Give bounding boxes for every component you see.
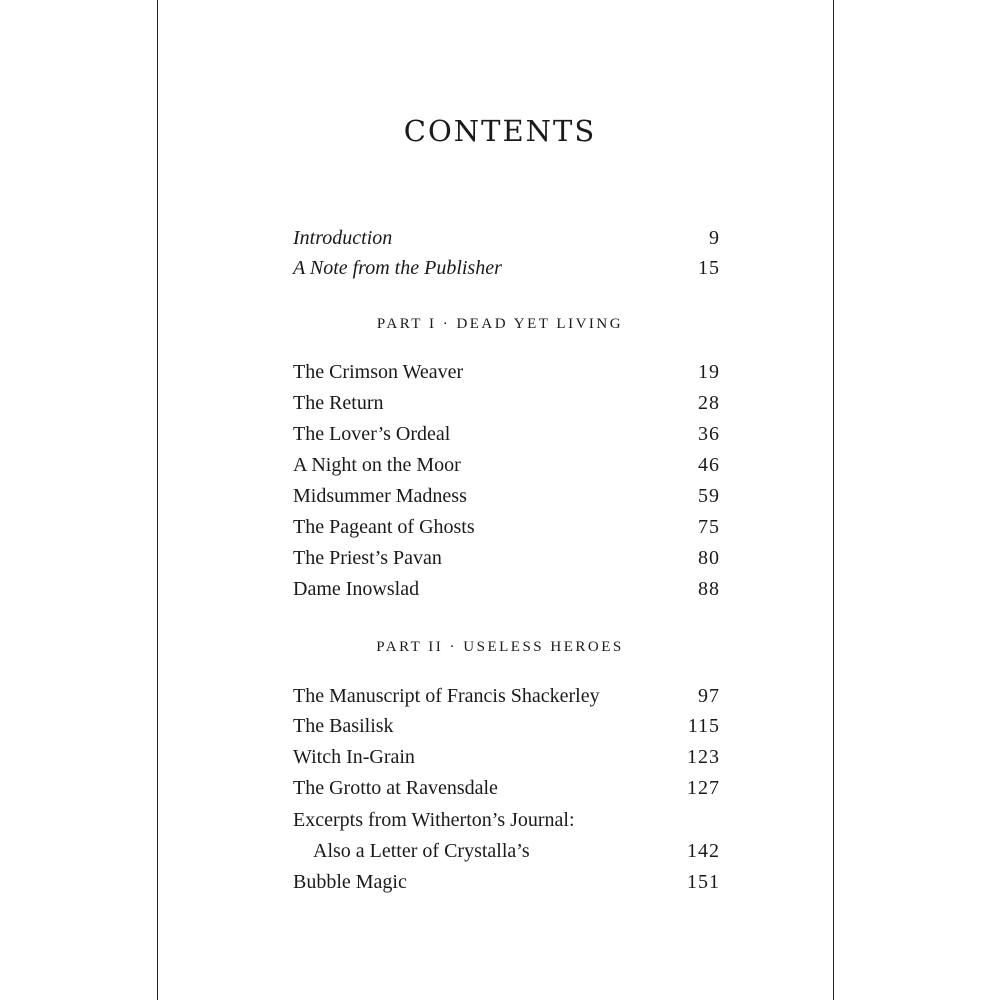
- toc-entry-label: A Note from the Publisher: [293, 257, 502, 279]
- part-heading: PART II · USELESS HEROES: [376, 639, 624, 655]
- toc-entry-label: The Grotto at Ravensdale: [293, 777, 498, 799]
- toc-entry-label: Dame Inowslad: [293, 578, 420, 600]
- toc-entry[interactable]: [293, 574, 720, 604]
- page-title: CONTENTS: [403, 114, 597, 148]
- toc-entry-page: 59: [698, 485, 720, 507]
- toc-entry-page: 15: [698, 257, 720, 279]
- toc-entry[interactable]: [293, 742, 720, 772]
- toc-entry-label: Also a Letter of Crystalla’s: [313, 840, 530, 862]
- part-heading: PART I · DEAD YET LIVING: [376, 316, 624, 332]
- toc-entry[interactable]: [293, 419, 720, 449]
- toc-entry[interactable]: [293, 481, 720, 511]
- toc-entry-label: Witch In-Grain: [293, 746, 415, 768]
- toc-entry-page: 142: [687, 840, 720, 862]
- toc-entry-label: Excerpts from Witherton’s Journal:: [293, 809, 575, 831]
- toc-entry-page: 36: [698, 423, 720, 445]
- toc-entry-label: Midsummer Madness: [293, 485, 467, 507]
- toc-entry-page: 123: [687, 746, 720, 768]
- toc-entry-page: 80: [698, 547, 720, 569]
- toc-entry-introduction[interactable]: [293, 223, 720, 253]
- toc-entry-label: Introduction: [293, 227, 393, 249]
- toc-entry-note-from-publisher[interactable]: [293, 253, 720, 283]
- toc-entry-page: 75: [698, 516, 720, 538]
- toc-entry-label: The Basilisk: [293, 715, 394, 737]
- toc-entry[interactable]: [293, 450, 720, 480]
- toc-entry[interactable]: [293, 543, 720, 573]
- toc-entry-page: 151: [687, 871, 720, 893]
- toc-entry[interactable]: [293, 388, 720, 418]
- toc-entry-page: 9: [709, 227, 720, 249]
- toc-entry-label: Bubble Magic: [293, 871, 407, 893]
- toc-entry[interactable]: [293, 357, 720, 387]
- toc-entry-page: 46: [698, 454, 720, 476]
- toc-entry-page: 28: [698, 392, 720, 414]
- toc-entry-page: 88: [698, 578, 720, 600]
- toc-entry-page: 97: [698, 685, 720, 707]
- toc-entry-label: The Priest’s Pavan: [293, 547, 442, 569]
- toc-entry[interactable]: [293, 867, 720, 897]
- toc-entry-label: The Pageant of Ghosts: [293, 516, 475, 538]
- toc-entry[interactable]: [293, 711, 720, 741]
- toc-entry-label: The Lover’s Ordeal: [293, 423, 451, 445]
- toc-entry-page: 127: [687, 777, 720, 799]
- toc-entry-label: The Crimson Weaver: [293, 361, 464, 383]
- toc-entry[interactable]: [293, 512, 720, 542]
- toc-entry-page: 19: [698, 361, 720, 383]
- toc-entry-page: 115: [687, 715, 720, 737]
- toc-entry-label: The Return: [293, 392, 384, 414]
- toc-entry-label: A Night on the Moor: [293, 454, 461, 476]
- toc-entry[interactable]: [293, 773, 720, 803]
- toc-entry[interactable]: [293, 836, 720, 866]
- toc-entry[interactable]: [293, 805, 720, 835]
- toc-entry-label: The Manuscript of Francis Shackerley: [293, 685, 600, 707]
- toc-entry[interactable]: [293, 681, 720, 711]
